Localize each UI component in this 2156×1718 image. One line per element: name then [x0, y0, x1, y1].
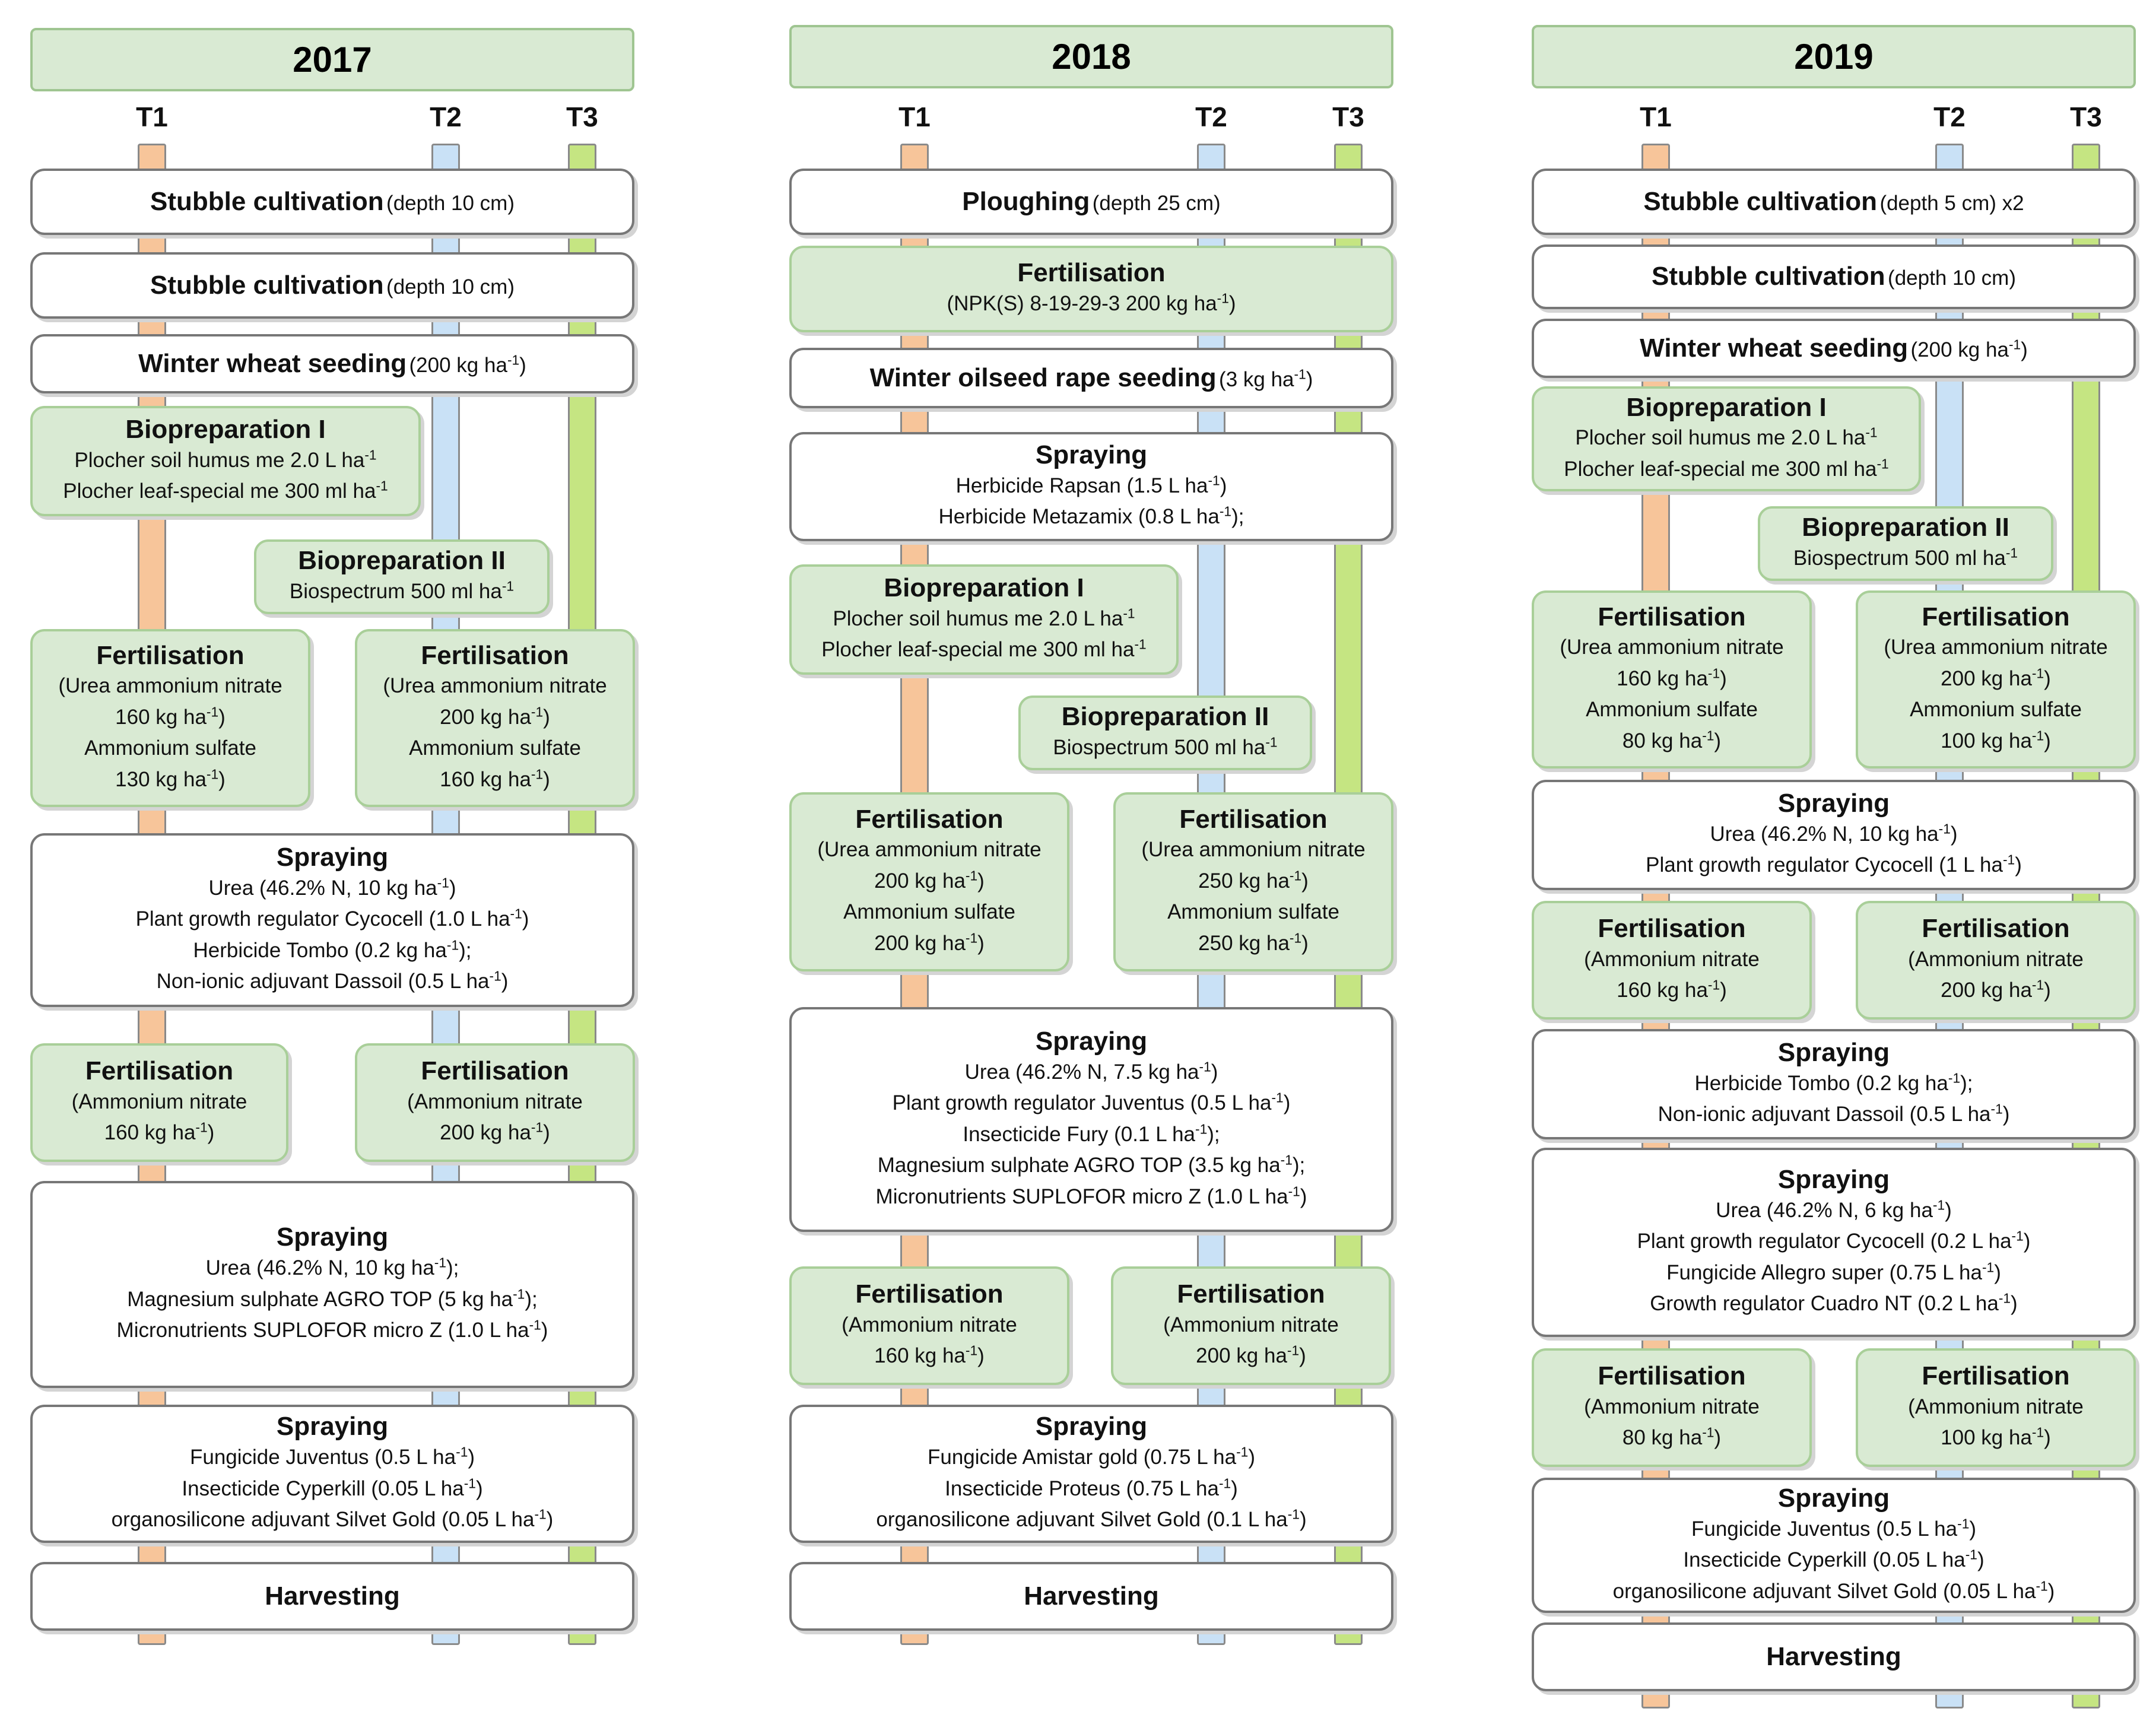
step-detail-line: 160 kg $ha^{-1}$) — [1617, 977, 1727, 1002]
step-detail-line: Fungicide Allegro super (0.75 L $ha^{-1}$) — [1666, 1259, 2001, 1284]
step-detail-line: organosilicone adjuvant Silvet Gold (0.1 L $ha^{-1}$) — [876, 1506, 1307, 1532]
step-box-fertilisation — [1532, 901, 1812, 1020]
superscript-minus-one: -1 — [206, 766, 219, 782]
step-detail-line: Ammonium sulfate — [1167, 900, 1339, 924]
step-title-row — [150, 187, 515, 217]
step-title-row — [138, 349, 526, 379]
step-detail-line: (NPK(S) 8-19-29-3 200 kg $ha^{-1}$) — [947, 290, 1236, 316]
step-title: Fertilisation — [96, 640, 245, 670]
superscript-minus-one: -1 — [531, 704, 544, 720]
step-box-spraying — [789, 432, 1393, 541]
superscript-minus-one: -1 — [1271, 1090, 1284, 1106]
superscript-minus-one: -1 — [1948, 1070, 1961, 1086]
step-box-spraying — [30, 1405, 634, 1543]
step-detail-line: Micronutrients SUPLOFOR micro Z (1.0 L $ha^{-1}$) — [116, 1317, 548, 1342]
step-box-fertilisation — [355, 629, 635, 807]
step-title: Fertilisation — [1177, 1279, 1325, 1309]
step-detail-line: 200 kg $ha^{-1}$) — [1196, 1342, 1306, 1368]
step-detail-line: Plocher soil humus me 2.0 L $ha^{-1}$ — [74, 447, 377, 472]
step-detail-line: (Ammonium nitrate — [842, 1313, 1017, 1336]
superscript-minus-one: -1 — [1990, 1101, 2003, 1117]
superscript-minus-one: -1 — [376, 478, 388, 494]
step-box-stubble-cultivation — [30, 252, 634, 319]
step-detail-line: Micronutrients SUPLOFOR micro Z (1.0 L $ha^{-1}$) — [875, 1183, 1307, 1208]
step-detail-line: Plocher soil humus me 2.0 L $ha^{-1}$ — [833, 605, 1135, 630]
step-title: Spraying — [276, 1412, 389, 1441]
step-title: Biopreparation I — [1626, 392, 1827, 422]
step-box-winter-wheat-seeding — [30, 334, 634, 393]
step-box-winter-wheat-seeding — [1532, 319, 2136, 378]
step-detail-line: Herbicide Rapsan (1.5 L $ha^{-1}$) — [955, 472, 1227, 497]
step-detail-line: Ammonium sulfate — [843, 900, 1015, 924]
step-box-spraying — [789, 1405, 1393, 1543]
superscript-minus-one: -1 — [206, 704, 219, 720]
step-detail-line: Herbicide Tombo (0.2 kg $ha^{-1}$); — [1694, 1070, 1973, 1095]
step-detail-line: Biospectrum 500 ml $ha^{-1}$ — [1053, 734, 1278, 760]
step-detail-line: Biospectrum 500 ml $ha^{-1}$ — [289, 578, 515, 604]
superscript-minus-one: -1 — [510, 906, 522, 922]
superscript-minus-one: -1 — [1294, 366, 1306, 382]
step-detail-line: Urea (46.2% N, 7.5 kg $ha^{-1}$) — [964, 1058, 1218, 1084]
step-title: Harvesting — [1024, 1581, 1159, 1611]
step-detail-line: 100 kg $ha^{-1}$) — [1941, 1424, 2051, 1450]
step-box-spraying — [1532, 780, 2136, 890]
step-title: Biopreparation II — [298, 546, 506, 576]
step-detail-line: (Ammonium nitrate — [1908, 947, 2084, 971]
step-detail-line: Urea (46.2% N, 10 kg $ha^{-1}$) — [1710, 821, 1958, 846]
step-title: Harvesting — [1766, 1641, 1901, 1671]
superscript-minus-one: -1 — [501, 578, 515, 594]
step-detail: (depth 25 cm) — [1092, 191, 1221, 215]
step-detail-line: 160 kg $ha^{-1}$) — [1617, 665, 1727, 690]
superscript-minus-one: -1 — [965, 868, 978, 884]
superscript-minus-one: -1 — [2005, 545, 2018, 561]
step-detail-line: (Ammonium nitrate — [407, 1090, 583, 1113]
step-box-fertilisation — [789, 792, 1069, 971]
step-title-row — [1652, 262, 2016, 292]
superscript-minus-one: -1 — [1123, 605, 1135, 621]
superscript-minus-one: -1 — [1134, 636, 1147, 652]
superscript-minus-one: -1 — [1265, 734, 1278, 750]
step-title: Spraying — [1777, 1483, 1890, 1513]
step-detail-line: Fungicide Juventus (0.5 L $ha^{-1}$) — [189, 1444, 475, 1469]
step-title: Fertilisation — [1598, 1361, 1746, 1391]
step-detail-line: 160 kg $ha^{-1}$) — [874, 1342, 985, 1368]
superscript-minus-one: -1 — [364, 447, 377, 463]
step-title: Spraying — [1777, 789, 1890, 818]
superscript-minus-one: -1 — [2036, 1577, 2048, 1593]
step-detail-line: 200 kg $ha^{-1}$) — [440, 704, 550, 729]
step-box-fertilisation — [1856, 901, 2136, 1020]
step-detail-line: 200 kg $ha^{-1}$) — [874, 930, 985, 955]
step-detail-line: (Urea ammonium nitrate — [1141, 838, 1366, 862]
step-title: Fertilisation — [855, 804, 1004, 834]
step-title-row — [150, 271, 515, 301]
step-detail-line: Plant growth regulator Cycocell (0.2 L $ha^{-1}$) — [1637, 1228, 2031, 1253]
step-box-fertilisation — [1111, 1266, 1391, 1385]
step-title: Fertilisation — [1598, 914, 1746, 944]
step-title: Fertilisation — [1598, 602, 1746, 631]
superscript-minus-one: -1 — [2031, 977, 2044, 993]
step-detail-line: (Urea ammonium nitrate — [1884, 636, 2108, 659]
step-detail-line: 200 kg $ha^{-1}$) — [1941, 977, 2051, 1002]
step-box-fertilisation — [355, 1043, 635, 1162]
step-detail-line: Plocher soil humus me 2.0 L $ha^{-1}$ — [1575, 424, 1878, 450]
step-detail-line: 100 kg $ha^{-1}$) — [1941, 728, 2051, 752]
superscript-minus-one: -1 — [531, 1119, 544, 1135]
superscript-minus-one: -1 — [195, 1119, 208, 1135]
step-detail-line: Fungicide Juventus (0.5 L $ha^{-1}$) — [1691, 1515, 1977, 1541]
step-detail-line: (Urea ammonium nitrate — [817, 838, 1042, 862]
step-title-row — [1640, 334, 2028, 364]
step-detail-line: Plant growth regulator Juventus (0.5 L $ha^{-1}$) — [892, 1090, 1291, 1115]
step-title: Spraying — [1035, 1026, 1148, 1056]
step-detail-line: Plocher leaf-special me 300 ml $ha^{-1}$ — [63, 478, 388, 503]
track-label: T3 — [2070, 101, 2102, 132]
step-title: Spraying — [1777, 1165, 1890, 1195]
step-detail: (depth 10 cm) — [1888, 266, 2016, 290]
step-box-biopreparation-i — [1532, 386, 1921, 491]
superscript-minus-one: -1 — [437, 875, 449, 891]
superscript-minus-one: -1 — [531, 766, 544, 782]
superscript-minus-one: -1 — [1707, 977, 1720, 993]
step-detail-line: 130 kg $ha^{-1}$) — [115, 766, 226, 791]
step-title: Winter wheat seeding — [1640, 333, 1909, 363]
step-box-harvesting — [789, 1562, 1393, 1631]
step-box-fertilisation — [1856, 1348, 2136, 1467]
step-title: Fertilisation — [1017, 258, 1166, 288]
step-title: Spraying — [1777, 1038, 1890, 1068]
superscript-minus-one: -1 — [534, 1506, 547, 1522]
step-box-fertilisation — [789, 1266, 1069, 1385]
superscript-minus-one: -1 — [529, 1317, 541, 1333]
superscript-minus-one: -1 — [456, 1444, 468, 1460]
superscript-minus-one: -1 — [1287, 1506, 1300, 1522]
step-detail-line: Fungicide Amistar gold (0.75 L $ha^{-1}$) — [927, 1444, 1255, 1469]
step-title: Fertilisation — [1179, 804, 1328, 834]
superscript-minus-one: -1 — [1195, 1120, 1208, 1136]
step-box-stubble-cultivation — [1532, 244, 2136, 309]
step-detail-line: Ammonium sulfate — [1586, 698, 1758, 722]
step-box-spraying — [30, 1181, 634, 1388]
step-title: Spraying — [1035, 440, 1148, 470]
step-box-biopreparation-i — [30, 406, 421, 516]
step-detail-line: Growth regulator Cuadro NT (0.2 L $ha^{-1}$) — [1650, 1290, 2018, 1316]
step-detail-line: (Ammonium nitrate — [1584, 947, 1760, 971]
superscript-minus-one: -1 — [1965, 1546, 1977, 1563]
step-detail: (200 kg $ha^{-1}$) — [409, 352, 526, 377]
step-detail-line: Plant growth regulator Cycocell (1 L $ha^{-1}$) — [1646, 852, 2022, 877]
step-title: Fertilisation — [1922, 914, 2070, 944]
step-title-row — [1643, 187, 2024, 217]
step-title: Fertilisation — [421, 1056, 569, 1086]
step-detail-line: Insecticide Cyperkill (0.05 L $ha^{-1}$) — [1683, 1546, 1984, 1572]
step-detail-line: Magnesium sulphate AGRO TOP (3.5 kg $ha^{-1}$); — [877, 1152, 1306, 1177]
superscript-minus-one: -1 — [2031, 728, 2044, 744]
step-title: Stubble cultivation — [150, 270, 384, 300]
step-box-stubble-cultivation — [1532, 169, 2136, 235]
step-title: Fertilisation — [855, 1279, 1004, 1309]
step-title: Stubble cultivation — [1652, 262, 1885, 291]
step-box-spraying — [1532, 1029, 2136, 1139]
step-detail-line: Urea (46.2% N, 6 kg $ha^{-1}$) — [1716, 1197, 1952, 1222]
step-box-fertilisation — [789, 246, 1393, 332]
step-title: Spraying — [276, 843, 389, 872]
step-detail-line: (Ammonium nitrate — [71, 1090, 247, 1113]
step-box-fertilisation — [1856, 590, 2136, 769]
step-detail-line: 250 kg $ha^{-1}$) — [1198, 930, 1309, 955]
step-detail-line: (Urea ammonium nitrate — [58, 674, 282, 698]
step-detail-line: (Ammonium nitrate — [1908, 1395, 2084, 1418]
step-detail-line: 160 kg $ha^{-1}$) — [440, 766, 550, 791]
superscript-minus-one: -1 — [1702, 728, 1714, 744]
superscript-minus-one: -1 — [489, 968, 501, 984]
step-detail-line: Insecticide Fury (0.1 L $ha^{-1}$); — [963, 1120, 1220, 1146]
step-title-row — [870, 363, 1313, 393]
superscript-minus-one: -1 — [1199, 1058, 1211, 1074]
step-detail: (200 kg $ha^{-1}$) — [1910, 336, 2028, 361]
step-box-biopreparation-ii — [254, 539, 550, 614]
step-box-spraying — [1532, 1478, 2136, 1613]
step-box-fertilisation — [1532, 1348, 1812, 1467]
track-label: T1 — [1640, 101, 1672, 132]
step-box-biopreparation-ii — [1018, 696, 1312, 770]
step-box-biopreparation-i — [789, 564, 1179, 675]
step-detail-line: Plant growth regulator Cycocell (1.0 L $ha^{-1}$) — [135, 906, 529, 931]
step-detail-line: Ammonium sulfate — [84, 736, 256, 760]
superscript-minus-one: -1 — [1998, 1290, 2011, 1306]
step-detail-line: 250 kg $ha^{-1}$) — [1198, 868, 1309, 893]
superscript-minus-one: -1 — [2031, 1424, 2044, 1440]
step-detail-line: Non-ionic adjuvant Dassoil (0.5 L $ha^{-1}$) — [156, 968, 509, 993]
year-header: 2017 — [30, 28, 634, 91]
step-detail-line: 80 kg $ha^{-1}$) — [1622, 728, 1722, 752]
step-detail-line: Insecticide Cyperkill (0.05 L $ha^{-1}$) — [182, 1475, 483, 1500]
superscript-minus-one: -1 — [1218, 1475, 1231, 1491]
track-label: T2 — [430, 101, 462, 132]
step-detail-line: Magnesium sulphate AGRO TOP (5 kg $ha^{-1}$); — [127, 1285, 538, 1311]
superscript-minus-one: -1 — [1217, 290, 1229, 306]
step-detail-line: (Urea ammonium nitrate — [383, 674, 607, 698]
step-title: Fertilisation — [1922, 602, 2070, 631]
step-title: Stubble cultivation — [150, 186, 384, 216]
step-box-fertilisation — [1113, 792, 1393, 971]
track-label: T2 — [1195, 101, 1227, 132]
step-box-ploughing — [789, 169, 1393, 235]
step-box-fertilisation — [30, 629, 310, 807]
step-detail: (depth 10 cm) — [386, 275, 515, 298]
step-detail-line: Ammonium sulfate — [409, 736, 581, 760]
superscript-minus-one: -1 — [463, 1475, 476, 1491]
step-detail-line: 160 kg $ha^{-1}$) — [115, 704, 226, 729]
superscript-minus-one: -1 — [1208, 472, 1220, 488]
step-detail-line: organosilicone adjuvant Silvet Gold (0.05 L $ha^{-1}$) — [111, 1506, 554, 1532]
superscript-minus-one: -1 — [1932, 1197, 1945, 1213]
track-label: T3 — [566, 101, 598, 132]
step-box-fertilisation — [1532, 590, 1812, 769]
superscript-minus-one: -1 — [1707, 665, 1720, 681]
step-box-harvesting — [1532, 1622, 2136, 1691]
step-detail-line: 200 kg $ha^{-1}$) — [874, 868, 985, 893]
step-title: Spraying — [1035, 1412, 1148, 1441]
step-box-stubble-cultivation — [30, 169, 634, 235]
step-detail: (depth 5 cm) x2 — [1879, 191, 2024, 215]
superscript-minus-one: -1 — [1702, 1424, 1714, 1440]
step-title: Fertilisation — [421, 640, 569, 670]
step-title: Fertilisation — [85, 1056, 234, 1086]
step-detail-line: Plocher leaf-special me 300 ml $ha^{-1}$ — [821, 636, 1147, 662]
step-detail-line: Ammonium sulfate — [1910, 698, 2082, 722]
superscript-minus-one: -1 — [1280, 1152, 1293, 1168]
track-label: T1 — [136, 101, 168, 132]
step-title: Ploughing — [962, 186, 1090, 216]
superscript-minus-one: -1 — [1289, 868, 1302, 884]
step-box-spraying — [789, 1007, 1393, 1232]
step-detail-line: Biospectrum 500 ml $ha^{-1}$ — [1793, 545, 2018, 570]
step-title: Biopreparation II — [1802, 513, 2009, 542]
superscript-minus-one: -1 — [1957, 1515, 1970, 1531]
step-detail: (3 kg $ha^{-1}$) — [1219, 366, 1313, 391]
step-detail-line: Insecticide Proteus (0.75 L $ha^{-1}$) — [945, 1475, 1238, 1500]
step-title: Biopreparation I — [125, 415, 326, 444]
step-detail-line: (Urea ammonium nitrate — [1560, 636, 1784, 659]
step-detail-line: Urea (46.2% N, 10 kg $ha^{-1}$); — [205, 1255, 459, 1280]
step-title: Winter wheat seeding — [138, 348, 407, 378]
superscript-minus-one: -1 — [1289, 930, 1302, 946]
step-title: Biopreparation I — [884, 573, 1084, 603]
step-detail-line: (Ammonium nitrate — [1163, 1313, 1339, 1336]
step-title-row — [962, 187, 1220, 217]
step-detail: (depth 10 cm) — [386, 191, 515, 215]
step-title: Winter oilseed rape seeding — [869, 363, 1217, 392]
step-title: Stubble cultivation — [1643, 186, 1877, 216]
step-box-fertilisation — [30, 1043, 288, 1162]
step-detail-line: Non-ionic adjuvant Dassoil (0.5 L $ha^{-1}$) — [1658, 1101, 2010, 1126]
step-title: Biopreparation II — [1061, 702, 1269, 732]
step-detail-line: 80 kg $ha^{-1}$) — [1622, 1424, 1722, 1450]
superscript-minus-one: -1 — [1288, 1183, 1300, 1199]
superscript-minus-one: -1 — [2002, 852, 2015, 868]
step-box-biopreparation-ii — [1758, 506, 2053, 581]
superscript-minus-one: -1 — [1865, 424, 1878, 440]
step-title: Fertilisation — [1922, 1361, 2070, 1391]
superscript-minus-one: -1 — [434, 1255, 447, 1271]
superscript-minus-one: -1 — [513, 1285, 525, 1301]
step-detail-line: 200 kg $ha^{-1}$) — [1941, 665, 2051, 690]
superscript-minus-one: -1 — [1236, 1444, 1249, 1460]
step-box-spraying — [1532, 1148, 2136, 1337]
superscript-minus-one: -1 — [965, 930, 978, 946]
superscript-minus-one: -1 — [2031, 665, 2044, 681]
superscript-minus-one: -1 — [2011, 1228, 2024, 1244]
step-detail-line: (Ammonium nitrate — [1584, 1395, 1760, 1418]
superscript-minus-one: -1 — [1219, 503, 1232, 519]
step-box-spraying — [30, 833, 634, 1007]
year-header: 2019 — [1532, 25, 2136, 88]
step-detail-line: Herbicide Metazamix (0.8 L $ha^{-1}$); — [938, 503, 1244, 529]
step-detail-line: 160 kg $ha^{-1}$) — [104, 1119, 215, 1145]
track-label: T3 — [1332, 101, 1364, 132]
superscript-minus-one: -1 — [1938, 821, 1951, 837]
step-box-harvesting — [30, 1562, 634, 1631]
superscript-minus-one: -1 — [2008, 336, 2021, 353]
track-label: T1 — [898, 101, 931, 132]
step-title: Spraying — [276, 1222, 389, 1252]
track-label: T2 — [1933, 101, 1966, 132]
step-title: Harvesting — [265, 1581, 400, 1611]
superscript-minus-one: -1 — [1876, 456, 1889, 472]
step-detail-line: Urea (46.2% N, 10 kg $ha^{-1}$) — [208, 875, 456, 900]
superscript-minus-one: -1 — [507, 352, 520, 368]
step-detail-line: Plocher leaf-special me 300 ml $ha^{-1}$ — [1564, 456, 1889, 481]
step-detail-line: Herbicide Tombo (0.2 kg $ha^{-1}$); — [193, 937, 472, 962]
step-detail-line: organosilicone adjuvant Silvet Gold (0.05 L $ha^{-1}$) — [1612, 1577, 2055, 1603]
superscript-minus-one: -1 — [1287, 1342, 1300, 1358]
step-box-winter-oilseed-rape-seeding — [789, 348, 1393, 408]
superscript-minus-one: -1 — [1982, 1259, 1995, 1275]
step-detail-line: 200 kg $ha^{-1}$) — [440, 1119, 550, 1145]
superscript-minus-one: -1 — [965, 1342, 978, 1358]
year-header: 2018 — [789, 25, 1393, 88]
superscript-minus-one: -1 — [446, 937, 459, 953]
